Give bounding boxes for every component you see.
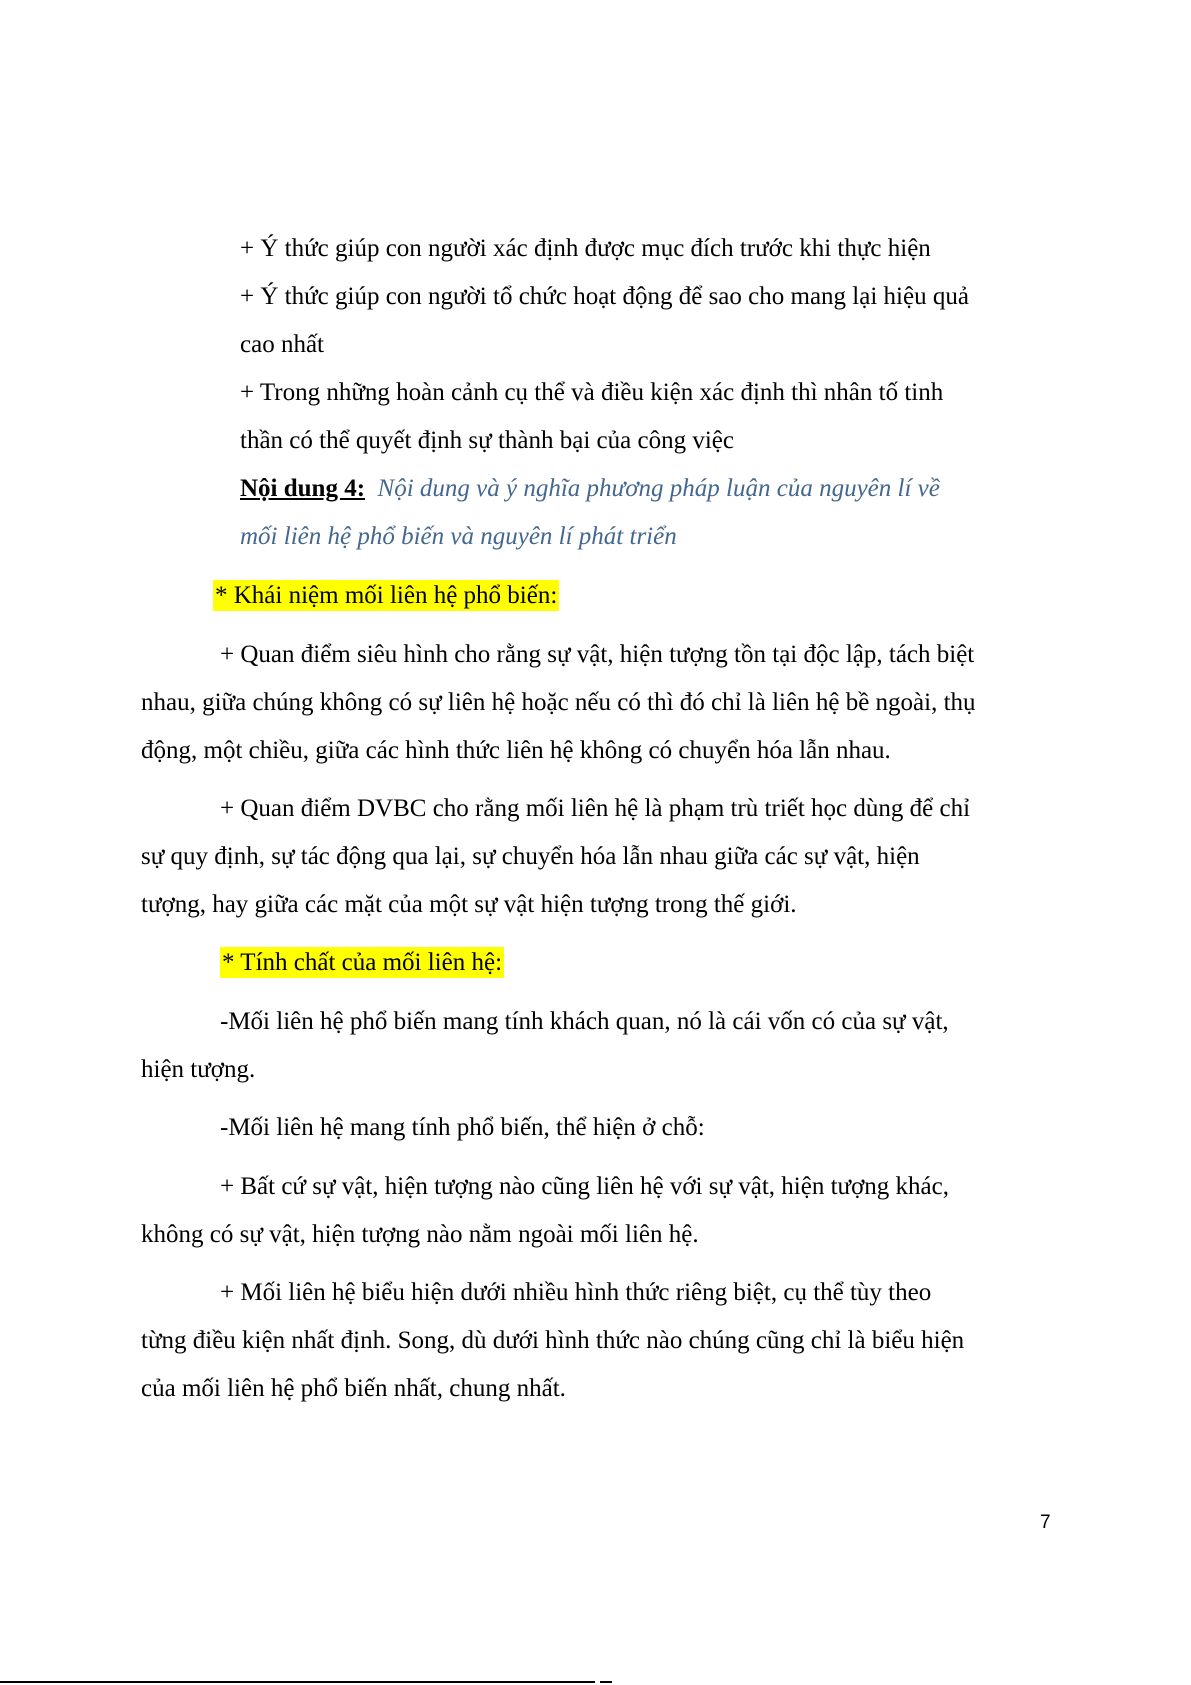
paragraph-line: nhau, giữa chúng không có sự liên hệ hoặc nếu có thì đó chỉ là liên hệ bề ngoài, thụ: [141, 689, 976, 716]
concept-heading-text: * Khái niệm mối liên hệ phổ biến:: [215, 582, 558, 609]
paragraph-line: sự quy định, sự tác động qua lại, sự chuyển hóa lẫn nhau giữa các sự vật, hiện: [141, 843, 920, 870]
paragraph-line: -Mối liên hệ mang tính phổ biến, thể hiện ở chỗ:: [220, 1114, 705, 1141]
property-heading-text: * Tính chất của mối liên hệ:: [222, 949, 503, 976]
section-title-line1: Nội dung và ý nghĩa phương pháp luận của nguyên lí về: [377, 475, 940, 502]
section-label: Nội dung 4:: [240, 475, 366, 502]
concept-heading: [213, 580, 559, 612]
paragraph-line: tượng, hay giữa các mặt của một sự vật hiện tượng trong thế giới.: [141, 891, 797, 918]
paragraph-line: + Bất cứ sự vật, hiện tượng nào cũng liên hệ với sự vật, hiện tượng khác,: [220, 1173, 950, 1200]
section-heading: [240, 473, 940, 505]
bottom-rule: [0, 1681, 595, 1683]
bullet-line: thần có thể quyết định sự thành bại của công việc: [240, 427, 734, 454]
property-heading: [220, 947, 504, 979]
paragraph-line: + Mối liên hệ biểu hiện dưới nhiều hình thức riêng biệt, cụ thể tùy theo: [220, 1279, 932, 1306]
paragraph-line: + Quan điểm siêu hình cho rằng sự vật, hiện tượng tồn tại độc lập, tách biệt: [220, 641, 975, 668]
bullet-line: cao nhất: [240, 331, 324, 358]
bullet-line: + Trong những hoàn cảnh cụ thể và điều kiện xác định thì nhân tố tinh: [240, 379, 944, 406]
bullet-line: + Ý thức giúp con người xác định được mục đích trước khi thực hiện: [240, 235, 931, 262]
paragraph-line: từng điều kiện nhất định. Song, dù dưới hình thức nào chúng cũng chỉ là biểu hiện: [141, 1327, 965, 1354]
paragraph-line: -Mối liên hệ phổ biến mang tính khách quan, nó là cái vốn có của sự vật,: [220, 1008, 949, 1035]
paragraph-line: của mối liên hệ phổ biến nhất, chung nhất.: [141, 1375, 566, 1402]
paragraph-line: hiện tượng.: [141, 1056, 256, 1083]
bottom-rule-segment: [600, 1681, 612, 1683]
paragraph-line: + Quan điểm DVBC cho rằng mối liên hệ là phạm trù triết học dùng để chỉ: [220, 795, 971, 822]
paragraph-line: động, một chiều, giữa các hình thức liên hệ không có chuyển hóa lẫn nhau.: [141, 737, 891, 764]
section-title-line2: mối liên hệ phổ biến và nguyên lí phát triển: [240, 523, 677, 550]
paragraph-line: không có sự vật, hiện tượng nào nằm ngoài mối liên hệ.: [141, 1221, 699, 1248]
page-number: 7: [1040, 1512, 1051, 1533]
bullet-line: + Ý thức giúp con người tổ chức hoạt động để sao cho mang lại hiệu quả: [240, 283, 969, 310]
